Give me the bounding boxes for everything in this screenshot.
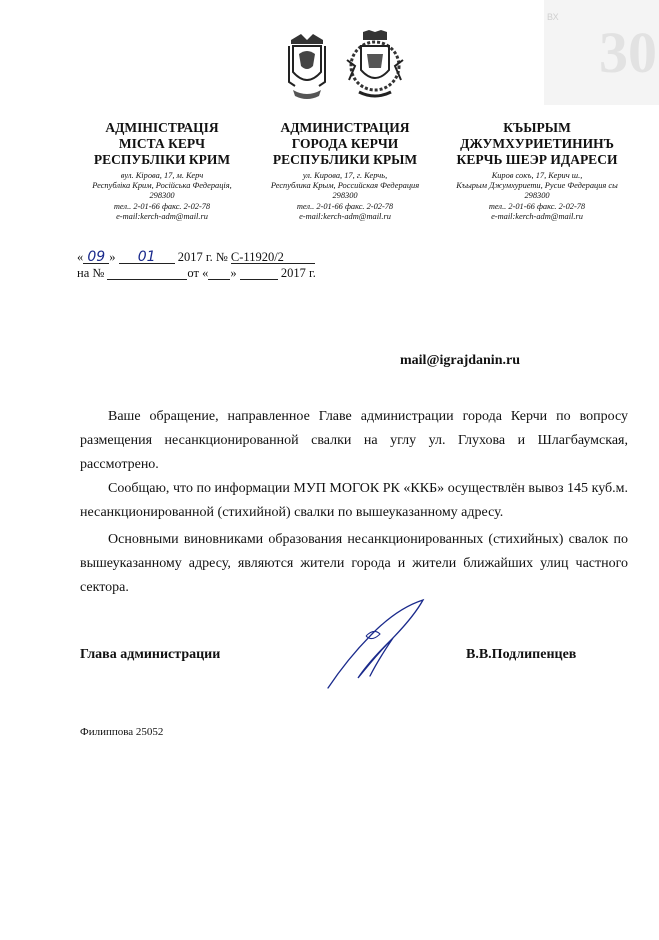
coats-of-arms-emblem	[285, 30, 407, 105]
ua-address-line-4: тел.. 2-01-66 факс. 2-02-78	[113, 201, 211, 211]
ru-address-line-2: Республика Крым, Российская Федерация	[270, 181, 420, 191]
handwritten-signature	[318, 598, 443, 693]
ua-address-line-5: e-mail:kerch-adm@mail.ru	[116, 211, 208, 221]
handwritten-day: 09	[87, 249, 106, 265]
ref-prefix: на №	[77, 266, 105, 280]
crh-title-line-2: ДЖУМХУРИЕТИНИНЪ	[460, 136, 614, 151]
crh-address-line-4: тел.. 2-01-66 факс. 2-02-78	[488, 201, 586, 211]
outgoing-number: С-11920/2	[230, 250, 284, 264]
crh-title-line-1: КЪЫРЫМ	[503, 120, 571, 135]
ua-address-line-2: Республіка Крим, Російська Федерація,	[92, 181, 232, 191]
ru-title-line-2: ГОРОДА КЕРЧИ	[291, 136, 399, 151]
crh-address-line-5: e-mail:kerch-adm@mail.ru	[491, 211, 583, 221]
crh-address-line-2: Къырым Джумхуриети, Русие Федерация сы	[456, 181, 618, 191]
open-quote: «	[77, 250, 84, 264]
ru-address-line-1: ул. Кирова, 17, г. Керчь,	[302, 171, 388, 180]
ru-title-line-1: АДМИНИСТРАЦИЯ	[280, 120, 410, 135]
crh-address-line-3: 298300	[524, 191, 550, 201]
header-russian	[250, 120, 440, 222]
ref-close-quote: »	[230, 266, 237, 280]
ua-address-line-3: 298300	[149, 191, 175, 201]
paragraph-2: Сообщаю, что по информации МУП МОГОК РК «ККБ» осуществлён вывоз 145 куб.м. несанкционированной (стихийной) свалки по вышеуказанному адресу.	[80, 481, 628, 520]
crh-address-line-1: Киров сокъ, 17, Керич ш.,	[491, 171, 583, 180]
registration-reference-line	[77, 266, 316, 280]
signer-name: В.В.Подлипенцев	[466, 647, 577, 662]
ua-title-line-3: РЕСПУБЛІКИ КРИМ	[93, 152, 231, 167]
ru-address-line-5: e-mail:kerch-adm@mail.ru	[299, 211, 391, 221]
registration-date-line	[77, 250, 315, 264]
close-quote: »	[109, 250, 116, 264]
ru-address-line-4: тел.. 2-01-66 факс. 2-02-78	[296, 201, 394, 211]
ref-from: от «	[187, 266, 209, 280]
header-ukrainian	[72, 120, 252, 222]
recipient-email: mail@igrajdanin.ru	[400, 353, 520, 368]
ua-address-line-1: вул. Кірова, 17, м. Керч	[120, 171, 204, 180]
handwritten-month: 01	[137, 249, 156, 265]
received-stamp-mark	[449, 0, 659, 110]
paragraph-3: Основными виновниками образования несанкционированных (стихийных) свалок по вышеуказанному адресу, являются жители города и жители ближайших улиц частного сектора.	[80, 532, 628, 595]
crh-title-line-3: КЕРЧЬ ШЕЭР ИДАРЕСИ	[456, 152, 618, 167]
ua-title-line-1: АДМІНІСТРАЦІЯ	[105, 120, 219, 135]
ua-title-line-2: МІСТА КЕРЧ	[118, 136, 206, 151]
ru-title-line-3: РЕСПУБЛИКИ КРЫМ	[272, 152, 418, 167]
ru-address-line-3: 298300	[332, 191, 358, 201]
paragraph-1: Ваше обращение, направленное Главе администрации города Керчи по вопросу размещения несанкционированной свалки на углу ул. Глухова и Шлагбаумская, рассмотрено.	[80, 409, 628, 472]
svg-text:ВХ: ВХ	[547, 12, 559, 22]
svg-text:30: 30	[599, 20, 657, 85]
year-and-number-label: 2017 г. №	[177, 250, 228, 264]
signer-title: Глава администрации	[80, 647, 221, 662]
header-crimean-tatar	[437, 120, 637, 222]
executor-note: Филиппова 25052	[80, 726, 164, 738]
ref-year: 2017 г.	[280, 266, 316, 280]
